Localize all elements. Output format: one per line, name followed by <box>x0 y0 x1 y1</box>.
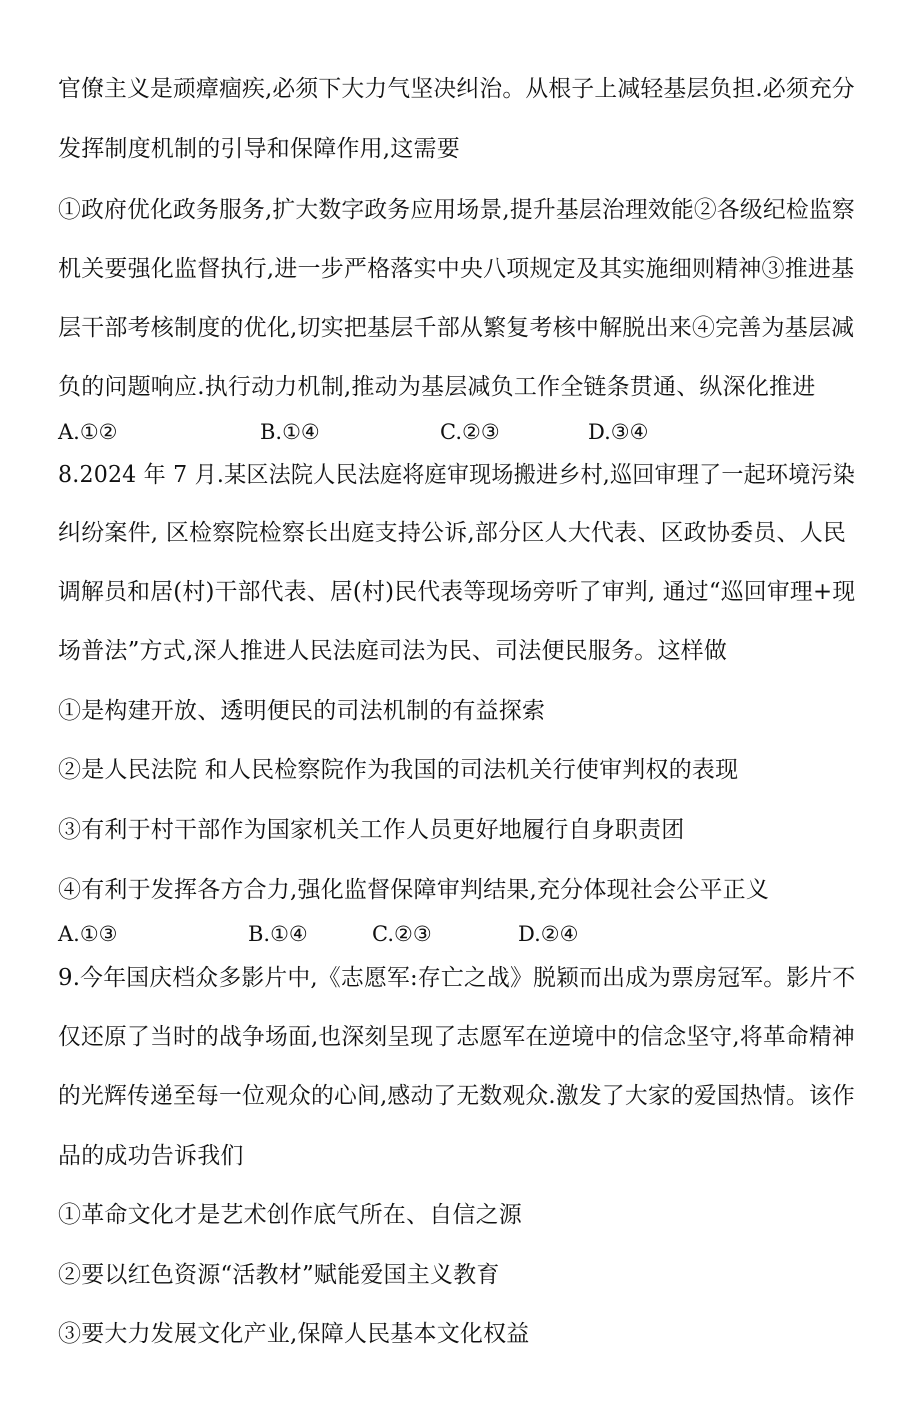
q7-option-b[interactable]: B.①④ <box>260 420 320 444</box>
q8-statement-3: ③有利于村干部作为国家机关工作人员更好地履行自身职责团 <box>58 817 685 843</box>
q9-stem-line-4: 品的成功告诉我们 <box>58 1143 244 1169</box>
q7-stem-line-1: 官僚主义是顽瘴痼疾,必须下大力气坚决纠治。从根子上减轻基层负担.必须充分 <box>58 76 855 102</box>
q8-option-b[interactable]: B.①④ <box>248 922 308 946</box>
q9-stem-line-3: 的光辉传递至每一位观众的心间,感动了无数观众.激发了大家的爱国热情。该作 <box>58 1083 855 1109</box>
q9-stem-line-2: 仅还原了当时的战争场面,也深刻呈现了志愿军在逆境中的信念坚守,将革命精神 <box>58 1024 855 1050</box>
q8-stem-line-4: 场普法”方式,深人推进人民法庭司法为民、司法便民服务。这样做 <box>58 638 728 664</box>
q7-statement-line-4: 负的问题响应.执行动力机制,推动为基层减负工作全链条贯通、纵深化推进 <box>58 374 816 400</box>
q7-stem-line-2: 发挥制度机制的引导和保障作用,这需要 <box>58 136 460 162</box>
q9-stem-line-1: 9.今年国庆档众多影片中,《志愿军:存亡之战》脱颖而出成为票房冠军。影片不 <box>58 965 856 991</box>
q8-statement-2: ②是人民法院 和人民检察院作为我国的司法机关行使审判权的表现 <box>58 757 739 783</box>
q7-option-d[interactable]: D.③④ <box>588 420 649 444</box>
q8-stem-line-2: 纠纷案件, 区检察院检察长出庭支持公诉,部分区人大代表、区政协委员、人民 <box>58 520 847 546</box>
q8-statement-1: ①是构建开放、透明便民的司法机制的有益探索 <box>58 698 546 724</box>
q7-statement-line-1: ①政府优化政务服务,扩大数字政务应用场景,提升基层治理效能②各级纪检监察 <box>58 197 855 223</box>
q9-statement-3: ③要大力发展文化产业,保障人民基本文化权益 <box>58 1321 530 1347</box>
q8-stem-line-1: 8.2024 年 7 月.某区法院人民法庭将庭审现场搬进乡村,巡回审理了一起环境污染 <box>58 462 856 488</box>
q9-statement-2: ②要以红色资源“活教材”赋能爱国主义教育 <box>58 1262 500 1288</box>
q7-statement-line-2: 机关要强化监督执行,进一步严格落实中央八项规定及其实施细则精神③推进基 <box>58 256 855 282</box>
q8-stem-line-3: 调解员和居(村)干部代表、居(村)民代表等现场旁听了审判, 通过“巡回审理+现 <box>58 579 856 605</box>
q7-option-a[interactable]: A.①② <box>58 420 118 444</box>
q9-statement-1: ①革命文化才是艺术创作底气所在、自信之源 <box>58 1202 522 1228</box>
q7-option-c[interactable]: C.②③ <box>440 420 500 444</box>
q8-option-c[interactable]: C.②③ <box>372 922 432 946</box>
q8-statement-4: ④有利于发挥各方合力,强化监督保障审判结果,充分体现社会公平正义 <box>58 877 770 903</box>
q7-statement-line-3: 层干部考核制度的优化,切实把基层千部从繁复考核中解脱出来④完善为基层减 <box>58 315 855 341</box>
q8-option-d[interactable]: D.②④ <box>518 922 579 946</box>
q8-option-a[interactable]: A.①③ <box>58 922 118 946</box>
